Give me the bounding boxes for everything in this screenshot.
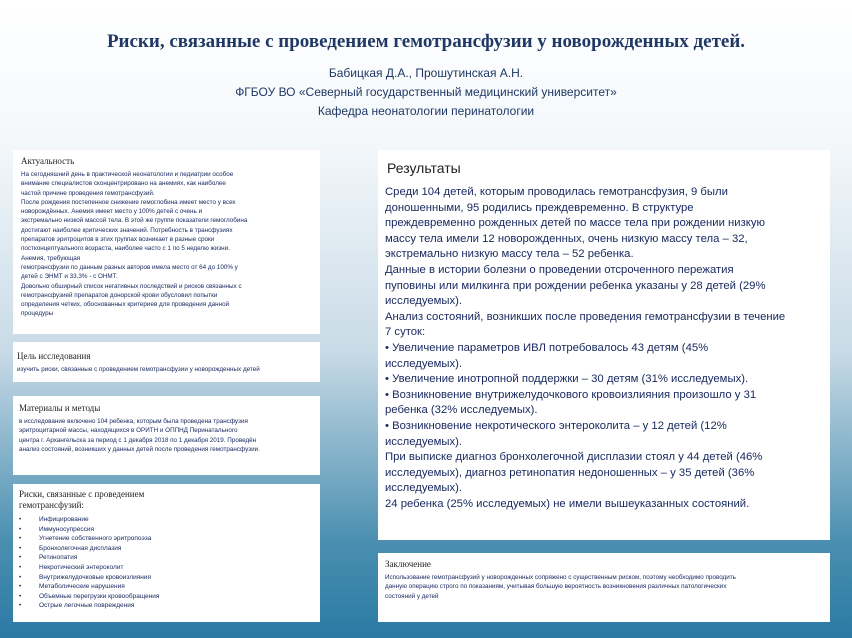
results-section: [378, 150, 830, 540]
bullet-icon: •: [19, 544, 22, 552]
risk-item-label: Бронхолегочная дисплазия: [39, 544, 122, 552]
results-line: Анализ состояний, возникших после проведения гемотрансфузии в течение: [385, 310, 786, 323]
list-item: [19, 582, 314, 592]
list-item: [19, 534, 314, 544]
list-item: [19, 592, 314, 602]
results-line: исследуемых).: [385, 482, 463, 495]
risk-item-label: Иммуносупрессия: [39, 525, 95, 533]
results-line: экстремально низкую массу тела – 52 ребенка.: [385, 248, 634, 261]
results-heading: Результаты: [387, 160, 461, 176]
relevance-text: [21, 170, 312, 319]
risk-item-label: Острые легочные повреждения: [39, 602, 135, 610]
relevance-line: После рождения постепенное снижение гемоглобина имеет место у всех: [21, 198, 236, 206]
methods-line: в исследование включено 104 ребенка, которым была проведена трансфузия: [19, 418, 248, 425]
bullet-icon: •: [19, 516, 22, 523]
results-line: Данные в истории болезни о проведении отсроченного пережатия: [385, 263, 734, 276]
goal-section: [13, 342, 320, 382]
results-line: ребенка (32% исследуемых).: [385, 404, 538, 417]
relevance-line: определения четких, обоснованных критериев для проведения данной: [21, 301, 230, 309]
relevance-line: частой причине проведения гемотрансфузий.: [21, 189, 155, 197]
risk-item-label: Метаболические нарушения: [39, 583, 125, 591]
list-item: [19, 525, 314, 535]
relevance-line: экстремально низкой массой тела. В этой же группе показатели гемоглобина: [21, 217, 248, 225]
relevance-line: препаратов эритроцитов в этих группах возникает в разные сроки: [21, 236, 215, 244]
risks-heading-line2: гемотрансфузий:: [19, 500, 84, 510]
department: Кафедра неонатологии перинатологии: [317, 104, 535, 118]
results-line: пуповины или милкинга при рождении ребенка указаны у 28 детей (29%: [385, 279, 766, 292]
bullet-icon: •: [19, 535, 22, 543]
risk-item-label: Объемные перегрузки кровообращения: [39, 592, 160, 600]
list-item: [19, 563, 314, 573]
relevance-line: гемотрансфузией препаратов донорской крови обусловил попытки: [21, 291, 218, 299]
bullet-icon: •: [19, 583, 22, 591]
results-line: • Увеличение инотропной поддержки – 30 детям (31% исследуемых).: [385, 373, 749, 386]
conclusion-line: данную операцию строго по показаниям, учитывая большую вероятность возникновения различных патологических: [385, 583, 727, 591]
risk-item-label: Некротический энтероколит: [39, 563, 124, 571]
relevance-line: гемотрансфузии по данным разных авторов имела место от 64 до 100% у: [21, 263, 238, 271]
results-text: [385, 185, 823, 512]
results-line: доношенными, 95 родились преждевременно. В структуре: [385, 201, 694, 214]
list-item: [19, 553, 314, 563]
risks-heading: [19, 489, 314, 511]
relevance-heading: Актуальность: [21, 156, 75, 166]
bullet-icon: •: [19, 525, 22, 533]
conclusion-heading: Заключение: [385, 559, 431, 569]
results-line: • Возникновение внутрижелудочкового кровоизлияния произошло у 31: [385, 388, 757, 401]
relevance-line: процедуры: [21, 310, 54, 318]
results-line: • Увеличение параметров ИВЛ потребовалось 43 детям (45%: [385, 341, 709, 354]
bullet-icon: •: [19, 563, 22, 571]
results-line: • Возникновение некротического энтероколита – у 12 детей (12%: [385, 419, 727, 432]
goal-text: изучить риски, связанные с проведением гемотрансфузии у новорожденных детей: [17, 366, 260, 373]
list-item: [19, 515, 314, 525]
methods-line: анализ состояний, возникших у данных детей после проведения гемотрансфузии.: [19, 445, 260, 453]
relevance-line: Довольно обширный список негативных последствий и рисков связанных с: [21, 282, 242, 290]
bullet-icon: •: [19, 554, 22, 562]
risk-item-label: Инфицирование: [39, 516, 89, 523]
results-line: 7 суток:: [385, 326, 426, 339]
relevance-line: постконцептуального возраста, наиболее часто с 1 по 5 неделю жизни.: [21, 245, 230, 253]
results-line: массу тела имели 12 новорожденных, очень низкую массу тела – 32,: [385, 232, 748, 245]
risks-section: [13, 484, 320, 622]
bullet-icon: •: [19, 573, 22, 581]
relevance-section: [13, 150, 320, 334]
goal-heading: Цель исследования: [17, 351, 91, 361]
list-item: [19, 544, 314, 554]
results-line: 24 ребенка (25% исследуемых) не имели вышеуказанных состояний.: [385, 497, 750, 510]
results-line: исследуемых).: [385, 295, 463, 308]
conclusion-line: состояний у детей: [385, 592, 439, 600]
bullet-icon: •: [19, 592, 22, 600]
methods-line: эритроцитарной массы, находящихся в ОРИТН и ОППНД Перинатального: [19, 427, 238, 435]
results-line: исследуемых).: [385, 357, 463, 370]
poster-header: [0, 30, 852, 121]
conclusion-line: Использование гемотрансфузий у новорожденных сопряжено с существенным риском, поэтому необходимо проводить: [385, 574, 736, 581]
results-line: исследуемых).: [385, 435, 463, 448]
risk-item-label: Угнетение собственного эритропоэза: [39, 535, 152, 543]
risk-item-label: Внутрижелудочковые кровоизлияния: [39, 573, 151, 581]
methods-section: [13, 396, 320, 475]
poster-title: Риски, связанные с проведением гемотрансфузии у новорожденных детей.: [106, 31, 746, 52]
relevance-line: На сегодняшний день в практической неонатологии и педиатрии особое: [21, 171, 234, 178]
relevance-line: Анемия, требующая: [21, 254, 81, 262]
relevance-line: достигают наиболее критических значений. Потребность в трансфузиях: [21, 226, 233, 234]
results-line: При выписке диагноз бронхолегочной дисплазии стоял у 44 детей (46%: [385, 451, 763, 464]
authors: Бабицкая Д.А., Прошутинская А.Н.: [328, 66, 524, 80]
results-line: преждевременно рожденных детей по массе тела при рождении низкую: [385, 217, 765, 230]
conclusion-section: [378, 553, 830, 622]
university: ФГБОУ ВО «Северный государственный медицинский университет»: [235, 85, 617, 99]
relevance-line: новорождённых. Анемия имеет место у 100% детей с очень и: [21, 208, 203, 216]
results-line: исследуемых), диагноз ретинопатия недоношенных – у 35 детей (36%: [385, 466, 755, 479]
bullet-icon: •: [19, 602, 22, 610]
methods-line: центра г. Архангельска за период с 1 декабря 2018 по 1 декабря 2019. Проведён: [19, 436, 257, 444]
list-item: [19, 573, 314, 583]
relevance-line: внимание специалистов сконцентрировано на анемиях, как наиболее: [21, 180, 226, 188]
list-item: [19, 601, 314, 611]
risks-list: [19, 515, 314, 611]
results-line: Среди 104 детей, которым проводилась гемотрансфузия, 9 были: [385, 186, 728, 198]
methods-heading: Материалы и методы: [19, 403, 101, 413]
relevance-line: детей с ЭНМТ и 33,3% - с ОНМТ.: [21, 273, 118, 281]
risks-heading-line1: Риски, связанные с проведением: [19, 489, 145, 499]
risk-item-label: Ретинопатия: [39, 554, 78, 562]
